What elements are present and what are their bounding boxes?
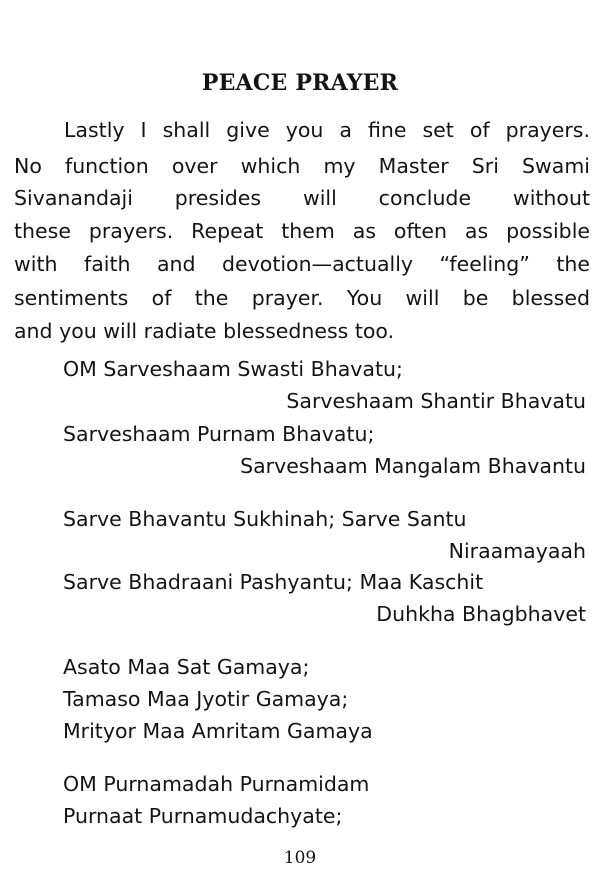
verse-line: Niraamayaah [448, 539, 586, 563]
paragraph-line: these prayers. Repeat them as often as possible [14, 219, 590, 243]
verse-line: Sarve Bhadraani Pashyantu; Maa Kaschit [63, 570, 484, 594]
verse-line: Sarveshaam Shantir Bhavatu [286, 389, 586, 413]
verse-line: Asato Maa Sat Gamaya; [63, 655, 310, 679]
verse-line: OM Purnamadah Purnamidam [63, 772, 370, 796]
page-title: PEACE PRAYER [201, 70, 399, 96]
verse-line: OM Sarveshaam Swasti Bhavatu; [63, 357, 403, 381]
verse-line: Purnaat Purnamudachyate; [63, 804, 343, 828]
paragraph-line: Sivanandaji presides will conclude without [14, 186, 590, 210]
verse-line: Mrityor Maa Amritam Gamaya [63, 719, 373, 743]
verse-line: Sarveshaam Purnam Bhavatu; [63, 422, 375, 446]
paragraph-line: No function over which my Master Sri Swami [14, 154, 590, 178]
verse-line: Duhkha Bhagbhavet [376, 602, 586, 626]
verse-line: Sarve Bhavantu Sukhinah; Sarve Santu [63, 507, 467, 531]
verse-line: Tamaso Maa Jyotir Gamaya; [63, 687, 349, 711]
paragraph-line: sentiments of the prayer. You will be blessed [14, 286, 590, 310]
verse-line: Sarveshaam Mangalam Bhavantu [240, 454, 586, 478]
paragraph-line: Lastly I shall give you a fine set of prayers. [64, 118, 590, 142]
paragraph-line: with faith and devotion—actually “feeling” the [14, 252, 590, 276]
page-number: 109 [283, 848, 317, 868]
paragraph-line: and you will radiate blessedness too. [14, 319, 395, 343]
